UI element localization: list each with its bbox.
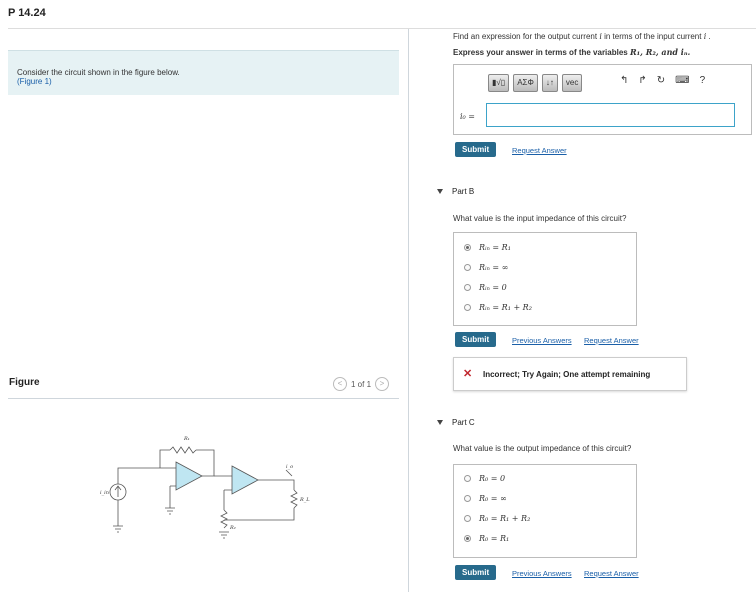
partC-option[interactable] [464,494,507,503]
partA-prompt-end: . [706,32,711,41]
option-label: Rᵢₙ = 0 [479,283,507,292]
option-label: R₀ = R₁ + R₂ [479,514,531,523]
resistor-r2 [221,510,227,528]
partC-title: Part C [452,418,475,427]
label-r1: R₁ [184,436,190,442]
partA-prompt-prefix: Find an expression for the output current [453,32,600,41]
incorrect-x-icon: ✕ [463,368,473,380]
partB-title: Part B [452,187,475,196]
collapse-triangle-icon[interactable] [437,420,443,425]
help-icon[interactable]: ? [699,75,706,86]
partC-options [453,464,637,558]
radio-button[interactable] [464,244,471,251]
partB-previous-answers-link[interactable]: Previous Answers [512,336,572,345]
prev-figure-button[interactable]: < [333,377,347,391]
math-editor [453,64,752,135]
radio-button[interactable] [464,304,471,311]
radio-button[interactable] [464,495,471,502]
redo-icon[interactable]: ↱ [638,75,647,86]
opamp-2-symbol [232,466,258,494]
label-io: i_o [286,464,294,470]
partC-option[interactable] [464,474,505,483]
partB-option[interactable] [464,283,507,292]
partB-request-answer-link[interactable]: Request Answer [584,336,639,345]
label-rl: R_L [300,497,310,503]
radio-button[interactable] [464,264,471,271]
partC-header[interactable] [437,418,475,427]
partA-submit-button[interactable]: Submit [455,142,496,157]
partB-option[interactable] [464,243,511,252]
partC-request-answer-link[interactable]: Request Answer [584,569,639,578]
answer-label: i₀ = [460,112,476,121]
partB-option[interactable] [464,303,532,312]
partC-option[interactable] [464,534,509,543]
feedback-text: Incorrect; Try Again; One attempt remaining [483,370,651,379]
partC-previous-answers-link[interactable]: Previous Answers [512,569,572,578]
opamp-1-symbol [176,462,202,490]
partB-options [453,232,637,326]
undo-icon[interactable]: ↰ [620,75,629,86]
partA-var-iin: i [703,32,707,41]
greek-button[interactable]: ΑΣΦ [513,74,538,92]
option-label: R₀ = ∞ [479,494,507,503]
toolbar-icons [620,75,705,86]
resistor-r1 [170,447,196,453]
option-label: Rᵢₙ = R₁ [479,243,511,252]
partA-instructions [453,47,690,57]
radio-button[interactable] [464,284,471,291]
intro-text: Consider the circuit shown in the figure below. [17,68,180,77]
math-toolbar [488,74,582,92]
partB-question: What value is the input impedance of this circuit? [453,214,627,223]
figure-label: Figure [9,377,40,388]
radio-button[interactable] [464,475,471,482]
keyboard-icon[interactable]: ⌨ [675,75,690,86]
figure-link[interactable]: (Figure 1) [17,77,52,86]
intro-panel [8,50,399,95]
partB-feedback [453,357,687,391]
partC-submit-button[interactable]: Submit [455,565,496,580]
header-divider [8,28,756,29]
partB-header[interactable] [437,187,474,196]
vec-button[interactable]: vec [562,74,582,92]
radio-button[interactable] [464,515,471,522]
label-iin: i_in [100,490,109,496]
partA-instructions-prefix: Express your answer in terms of the variables [453,48,630,57]
partA-prompt [453,32,711,41]
arrows-button[interactable]: ↓↑ [542,74,558,92]
figure-divider [8,398,399,399]
label-r2: R₂ [230,525,236,531]
partC-option[interactable] [464,514,530,523]
option-label: Rᵢₙ = R₁ + R₂ [479,303,532,312]
partA-instructions-vars: R₁, R₂, and iₙ. [629,47,691,57]
option-label: R₀ = R₁ [479,534,510,543]
circuit-diagram [90,428,320,540]
partB-option[interactable] [464,263,508,272]
radio-button[interactable] [464,535,471,542]
panel-divider [408,29,409,592]
collapse-triangle-icon[interactable] [437,189,443,194]
next-figure-button[interactable]: > [375,377,389,391]
templates-button[interactable]: ▮√▯ [488,74,509,92]
problem-title: P 14.24 [8,7,46,19]
reset-icon[interactable]: ↻ [656,75,666,86]
partA-prompt-mid: in terms of the input current [601,32,704,41]
option-label: R₀ = 0 [479,474,506,483]
partA-request-answer-link[interactable]: Request Answer [512,146,567,155]
figure-pager [333,377,389,391]
partB-submit-button[interactable]: Submit [455,332,496,347]
resistor-rl [291,490,297,508]
option-label: Rᵢₙ = ∞ [479,263,509,272]
partA-var-io: i [599,32,602,41]
partC-question: What value is the output impedance of this circuit? [453,444,632,453]
answer-input[interactable] [486,103,735,127]
figure-page-count: 1 of 1 [351,379,372,389]
